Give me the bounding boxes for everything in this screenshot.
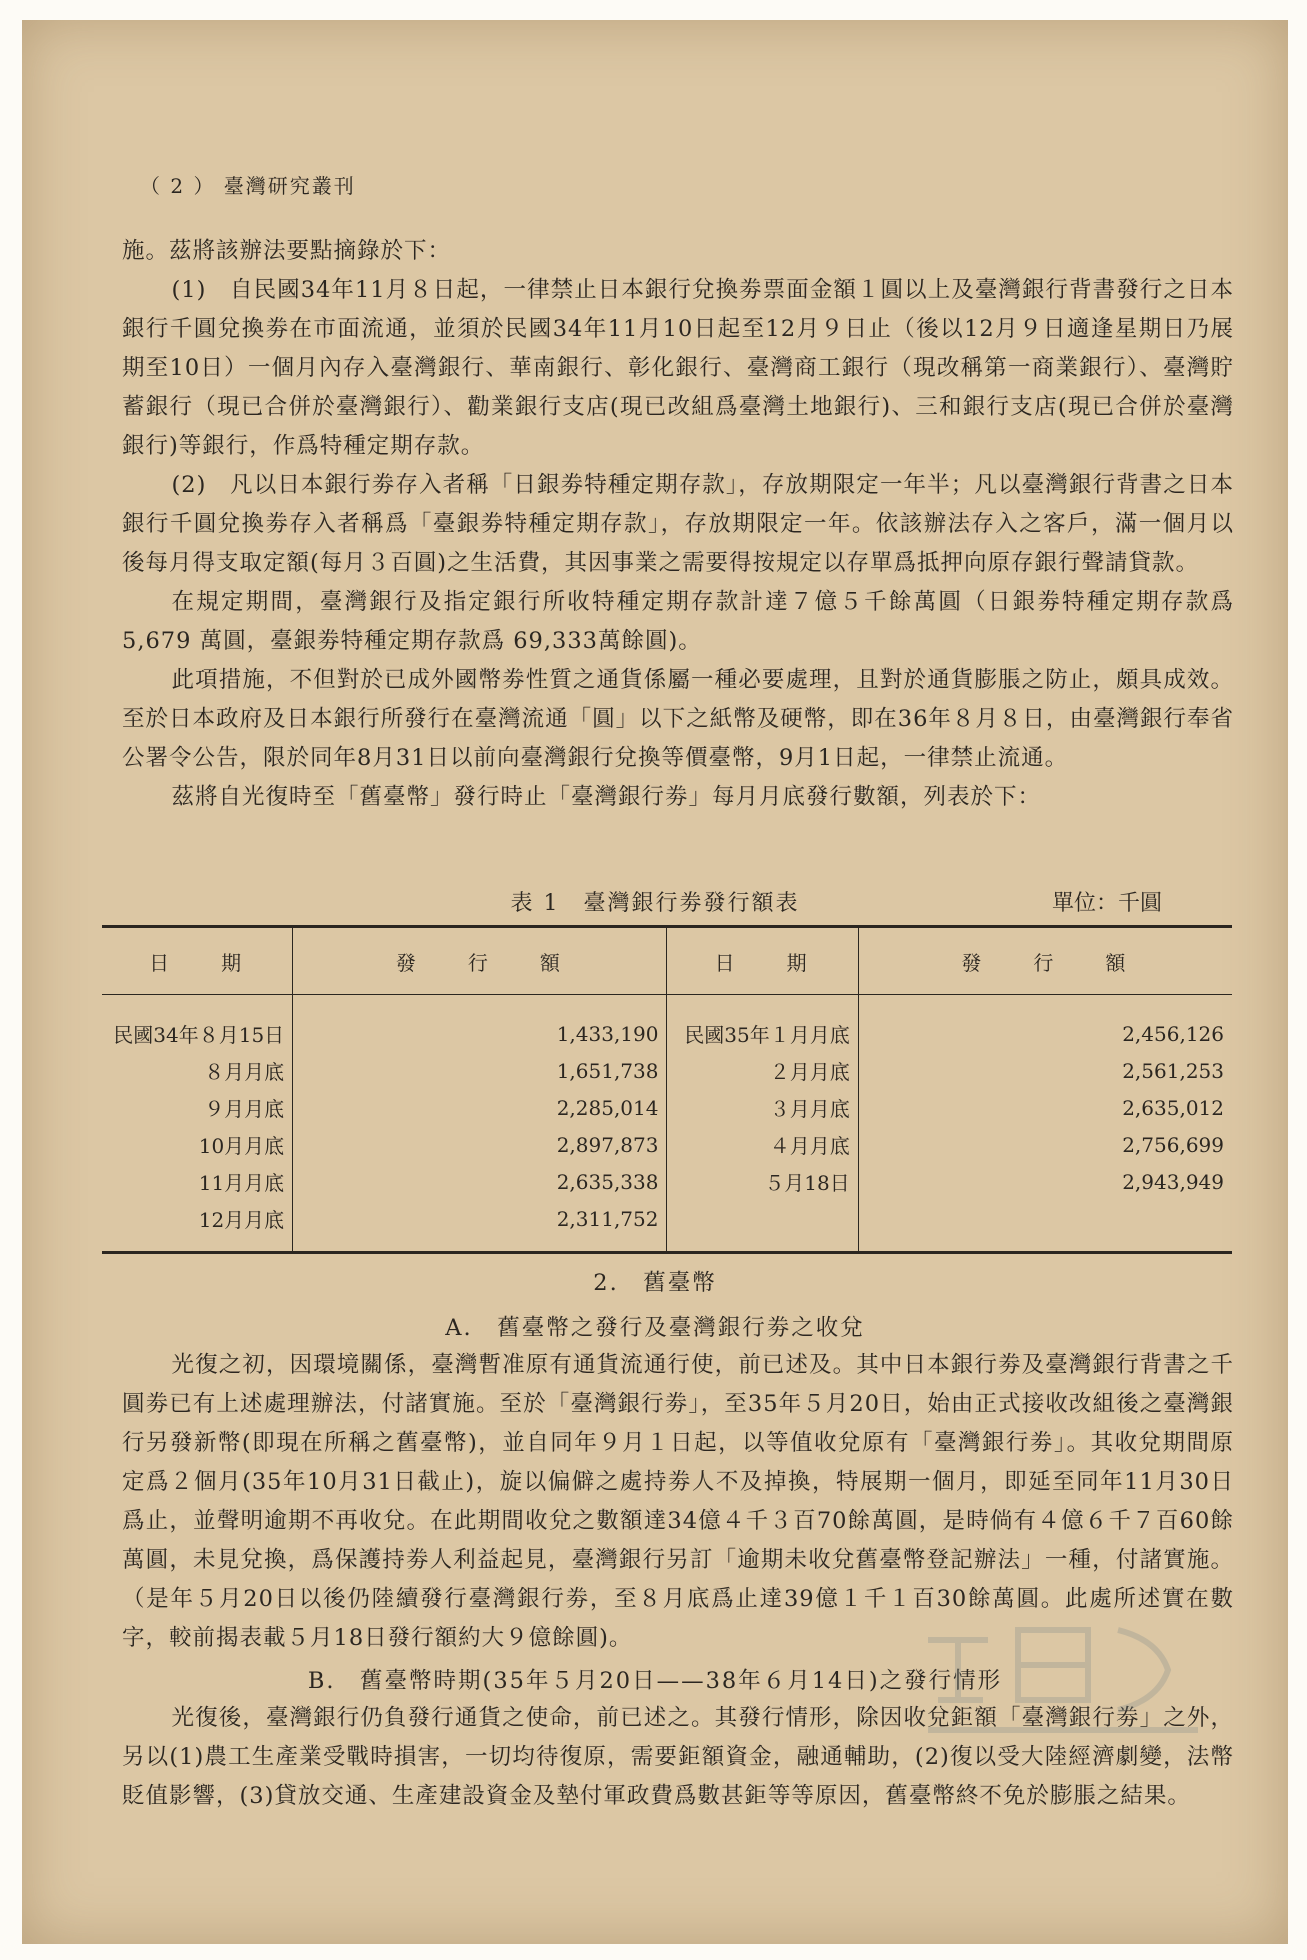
paragraph: 施。茲將該辦法要點摘錄於下： xyxy=(122,238,452,264)
issuance-table xyxy=(102,925,1232,1254)
column-header: 發 行 額 xyxy=(293,927,667,995)
table-cell: 民國34年８月15日 xyxy=(102,995,293,1053)
table-cell: ４月月底 xyxy=(667,1126,858,1163)
table-cell: 10月月底 xyxy=(102,1126,293,1163)
table-cell: 2,943,949 xyxy=(1122,1169,1224,1194)
subsection-heading-b: B. 舊臺幣時期(35年５月20日——38年６月14日)之發行情形 xyxy=(307,1668,1003,1694)
table-cell xyxy=(667,1200,858,1253)
table-row xyxy=(102,1163,1232,1200)
running-header: （ 2 ） 臺灣研究叢刊 xyxy=(140,174,356,198)
subsection-heading-a: A. 舊臺幣之發行及臺灣銀行劵之收兌 xyxy=(445,1315,865,1341)
table-cell: ２月月底 xyxy=(667,1052,858,1089)
table-row xyxy=(102,1200,1232,1253)
table-cell: 11月月底 xyxy=(102,1163,293,1200)
paragraph: 光復後，臺灣銀行仍負發行通貨之使命，前已述之。其發行情形，除因收兌鉅額「臺灣銀行劵」之外，另以(1)農工生產業受戰時損害，一切均待復原，需要鉅額資金，融通輔助，(2)復以受大陸經濟劇變，法幣貶值影響，(3)貸放交通、生產建設資金及墊付軍政費爲數甚鉅等等原因，舊臺幣終不免於膨脹之結果。 xyxy=(122,1705,1234,1809)
table-cell: ９月月底 xyxy=(102,1089,293,1126)
paragraph: (1) 自民國34年11月８日起，一律禁止日本銀行兌換劵票面金額１圓以上及臺灣銀行背書發行之日本銀行千圓兌換劵在市面流通，並須於民國34年11月10日起至12月９日止（後以12月９日適逢星期日乃展期至10日）一個月內存入臺灣銀行、華南銀行、彰化銀行、臺灣商工銀行（現改稱第一商業銀行）、臺灣貯蓄銀行（現已合併於臺灣銀行）、勸業銀行支店(現已改組爲臺灣土地銀行)、三和銀行支店(現已合併於臺灣銀行)等銀行，作爲特種定期存款。 xyxy=(122,277,1234,459)
table-cell xyxy=(858,1200,1232,1253)
table-cell: 1,433,190 xyxy=(293,995,667,1053)
table-cell: 2,756,699 xyxy=(1122,1132,1224,1157)
table-cell: 12月月底 xyxy=(102,1200,293,1253)
document-page xyxy=(22,20,1288,1944)
table-row xyxy=(102,1126,1232,1163)
table-cell: 2,561,253 xyxy=(1122,1058,1224,1083)
column-header: 發 行 額 xyxy=(858,927,1232,995)
body-text-top xyxy=(122,232,1234,817)
column-header: 日 期 xyxy=(102,927,293,995)
table-title: 表 1 臺灣銀行劵發行額表 xyxy=(510,891,800,916)
column-header: 日 期 xyxy=(667,927,858,995)
paragraph: 在規定期間，臺灣銀行及指定銀行所收特種定期存款計達７億５千餘萬圓（日銀劵特種定期存款爲5,679 萬圓，臺銀劵特種定期存款爲 69,333萬餘圓)。 xyxy=(122,589,1234,654)
table-cell: 2,635,338 xyxy=(293,1163,667,1200)
table-cell: 1,651,738 xyxy=(293,1052,667,1089)
library-watermark xyxy=(908,1600,1228,1760)
paragraph: 茲將自光復時至「舊臺幣」發行時止「臺灣銀行劵」每月月底發行數額，列表於下： xyxy=(171,784,1042,810)
table-cell: 2,456,126 xyxy=(1122,1021,1224,1046)
paragraph: 光復之初，因環境關係，臺灣暫准原有通貨流通行使，前已述及。其中日本銀行劵及臺灣銀行背書之千圓劵已有上述處理辦法，付諸實施。至於「臺灣銀行劵」，至35年５月20日，始由正式接收改組後之臺灣銀行另發新幣(即現在所稱之舊臺幣)，並自同年９月１日起，以等值收兌原有「臺灣銀行劵」。其收兌期間原定爲２個月(35年10月31日截止)，旋以偏僻之處持劵人不及掉換，特展期一個月，即延至同年11月30日爲止，並聲明逾期不再收兌。在此期間收兌之數額達34億４千３百70餘萬圓，是時倘有４億６千７百60餘萬圓，未見兌換，爲保護持劵人利益起見，臺灣銀行另訂「逾期未收兌舊臺幣登記辦法」一種，付諸實施。（是年５月20日以後仍陸續發行臺灣銀行劵，至８月底爲止達39億１千１百30餘萬圓。此處所述實在數字，較前揭表載５月18日發行額約大９億餘圓)。 xyxy=(122,1352,1234,1651)
table-cell: 2,285,014 xyxy=(293,1089,667,1126)
table-row xyxy=(102,1089,1232,1126)
paragraph: (2) 凡以日本銀行劵存入者稱「日銀劵特種定期存款」，存放期限定一年半；凡以臺灣銀行背書之日本銀行千圓兌換劵存入者稱爲「臺銀劵特種定期存款」，存放期限定一年。依該辦法存入之客戶，滿一個月以後每月得支取定額(每月３百圓)之生活費，其因事業之需要得按規定以存單爲抵押向原存銀行聲請貸款。 xyxy=(122,472,1234,576)
table-cell: ８月月底 xyxy=(102,1052,293,1089)
table-cell: 2,635,012 xyxy=(1122,1095,1224,1120)
table-cell: 2,897,873 xyxy=(293,1126,667,1163)
table-row xyxy=(102,995,1232,1053)
table-cell: ５月18日 xyxy=(667,1163,858,1200)
table-cell: 2,311,752 xyxy=(293,1200,667,1253)
section-heading: 2. 舊臺幣 xyxy=(593,1270,717,1296)
table-row xyxy=(102,1052,1232,1089)
table-cell: ３月月底 xyxy=(667,1089,858,1126)
table-cell: 民國35年１月月底 xyxy=(667,995,858,1053)
table-unit: 單位：千圓 xyxy=(1052,891,1163,916)
paragraph: 此項措施，不但對於已成外國幣劵性質之通貨係屬一種必要處理，且對於通貨膨脹之防止，頗具成效。至於日本政府及日本銀行所發行在臺灣流通「圓」以下之紙幣及硬幣，即在36年８月８日，由臺灣銀行奉省公署令公告，限於同年8月31日以前向臺灣銀行兌換等價臺幣，9月1日起，一律禁止流通。 xyxy=(122,667,1234,771)
